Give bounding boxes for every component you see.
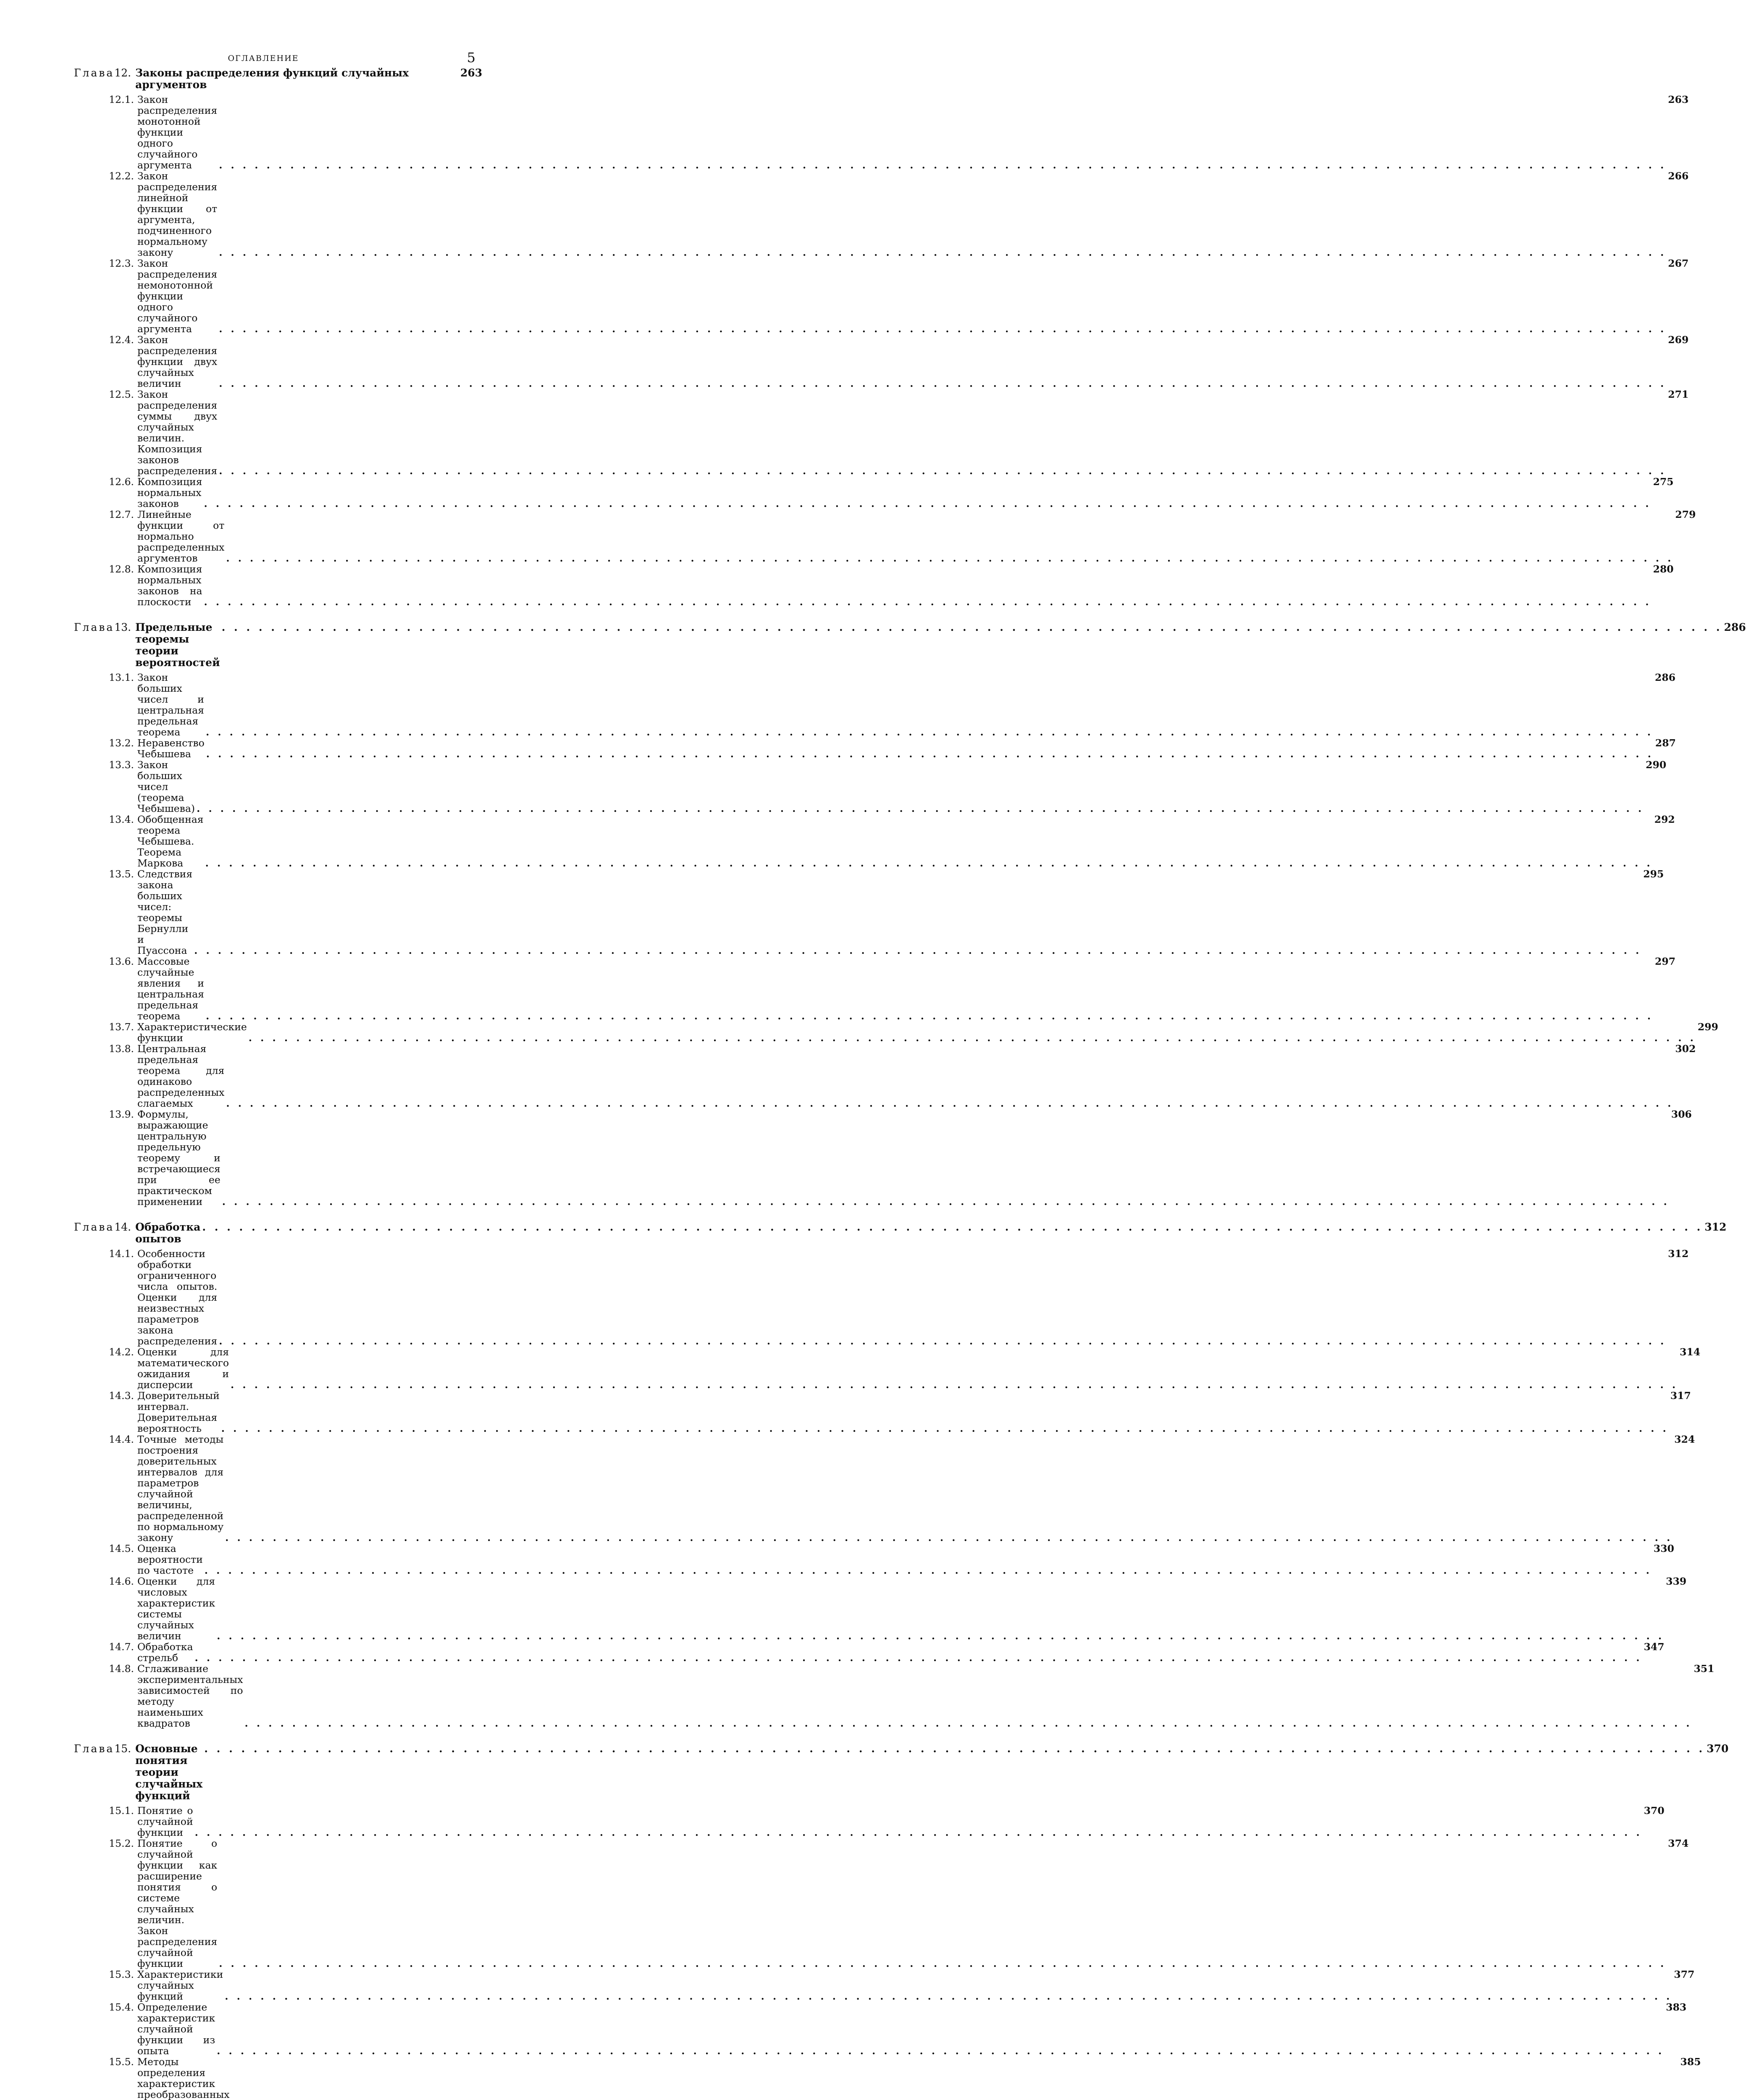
section-body <box>137 476 1653 509</box>
section-list <box>74 1248 1714 1729</box>
section-number: 12.2. <box>109 170 134 182</box>
section-number: 12.3. <box>109 257 134 269</box>
section-body <box>137 1248 1668 1347</box>
section-number: 12.6. <box>109 476 134 488</box>
chapter-label: Глава <box>74 1221 115 1233</box>
section-page: 370 <box>1644 1805 1665 1816</box>
leader-dots <box>219 1958 1666 1969</box>
section-body <box>137 1805 1644 1838</box>
leader-dots <box>219 323 1666 334</box>
section-title: Закон распределения монотонной функции одного случайного аргумента <box>137 94 218 171</box>
section-body <box>137 258 1668 334</box>
toc-entry[interactable] <box>74 334 1689 389</box>
chapter-page: 370 <box>1707 1743 1729 1755</box>
section-number: 13.7. <box>109 1021 134 1033</box>
section-number: 14.6. <box>109 1575 134 1587</box>
section-number: 14.7. <box>109 1641 134 1653</box>
section-number: 15.2. <box>109 1838 134 1849</box>
chapter-page: 286 <box>1724 621 1746 633</box>
section-number: 15.1. <box>109 1805 134 1816</box>
section-number: 15.5. <box>109 2056 134 2068</box>
toc-entry[interactable] <box>74 1433 1695 1544</box>
section-title: Композиция нормальных законов на плоскости <box>137 563 202 608</box>
toc-entry[interactable] <box>74 737 1676 760</box>
section-body <box>137 1390 1670 1434</box>
leader-dots <box>231 1379 1678 1390</box>
section-title: Обработка стрельб <box>137 1641 193 1664</box>
section-title: Характеристики случайных функций <box>137 1969 223 2002</box>
toc-entry[interactable] <box>74 388 1689 477</box>
chapter-page: 263 <box>460 67 483 79</box>
chapter-number: 15. <box>114 1743 131 1755</box>
section-list <box>74 94 1696 608</box>
leader-dots <box>206 727 1653 738</box>
section-page: 295 <box>1643 868 1664 880</box>
section-number: 13.6. <box>109 956 134 967</box>
leader-dots <box>219 1336 1666 1347</box>
chapter-title: Основные понятия теории случайных функций <box>135 1743 203 1802</box>
section-list <box>74 672 1718 1208</box>
chapter-heading[interactable] <box>74 1743 1729 1802</box>
section-page: 347 <box>1644 1641 1665 1653</box>
toc-entry[interactable] <box>74 1021 1718 1044</box>
toc-entry[interactable] <box>74 94 1689 171</box>
section-page: 286 <box>1655 672 1676 683</box>
section-title: Следствия закона больших чисел: теоремы Бернулли и Пуассона <box>137 868 193 956</box>
section-body <box>137 509 1675 564</box>
chapter-label: Глава <box>74 67 115 79</box>
toc-entry[interactable] <box>74 476 1674 509</box>
section-page: 280 <box>1653 563 1674 575</box>
chapter-block <box>74 621 1746 1208</box>
toc-entry[interactable] <box>74 1248 1689 1347</box>
section-body <box>137 1576 1666 1641</box>
section-body <box>137 94 1668 171</box>
section-title: Неравенство Чебышева <box>137 737 205 760</box>
toc-entry[interactable] <box>74 1838 1689 1969</box>
section-body <box>137 1838 1668 1969</box>
chapter-heading[interactable] <box>74 67 483 91</box>
section-page: 297 <box>1655 956 1676 967</box>
chapter-number: 14. <box>114 1221 131 1233</box>
leader-dots <box>225 1991 1672 2002</box>
section-page: 279 <box>1675 509 1696 520</box>
toc-entry[interactable] <box>74 814 1675 869</box>
leader-dots <box>202 1221 1703 1233</box>
section-body <box>137 1347 1680 1390</box>
section-number: 14.4. <box>109 1433 134 1445</box>
toc-entry[interactable] <box>74 759 1667 814</box>
toc-entry[interactable] <box>74 1108 1692 1208</box>
section-page: 263 <box>1668 94 1689 105</box>
section-title: Композиция нормальных законов <box>137 476 202 509</box>
section-body <box>137 672 1655 738</box>
section-title: Особенности обработки ограниченного числа опытов. Оценки для неизвестных параметров закона распределения <box>137 1248 218 1347</box>
toc-entry[interactable] <box>74 1575 1687 1642</box>
section-page: 314 <box>1680 1346 1701 1358</box>
leader-dots <box>225 1532 1672 1543</box>
section-page: 330 <box>1653 1543 1674 1554</box>
section-number: 12.7. <box>109 509 134 520</box>
leader-dots <box>221 1423 1669 1434</box>
leader-dots <box>194 945 1641 956</box>
section-body <box>137 171 1668 258</box>
section-body <box>137 2002 1666 2056</box>
section-body <box>137 564 1653 607</box>
leader-dots <box>206 1011 1653 1021</box>
section-body <box>137 1021 1698 1043</box>
table-of-contents <box>74 67 1746 2100</box>
section-body <box>137 738 1655 759</box>
leader-dots <box>217 2045 1664 2056</box>
toc-entry[interactable] <box>74 2056 1701 2100</box>
section-body <box>137 334 1668 389</box>
section-body <box>137 869 1643 956</box>
chapter-block <box>74 1221 1727 1729</box>
leader-dots <box>197 803 1644 814</box>
section-page: 377 <box>1674 1969 1695 1980</box>
leader-dots <box>219 247 1666 258</box>
section-number: 14.3. <box>109 1390 134 1402</box>
section-page: 383 <box>1666 2001 1687 2013</box>
section-page: 287 <box>1655 737 1676 749</box>
chapter-block <box>74 1743 1729 2100</box>
section-number: 14.8. <box>109 1663 134 1675</box>
section-title: Характеристические функции <box>137 1021 247 1044</box>
section-title: Точные методы построения доверительных интервалов для параметров случайной величины, распределенной по нормальному закону <box>137 1433 224 1544</box>
section-number: 12.1. <box>109 94 134 105</box>
chapter-title: Законы распределения функций случайных аргументов <box>135 67 409 91</box>
section-page: 374 <box>1668 1838 1689 1849</box>
chapter-label: Глава <box>74 621 115 633</box>
section-number: 13.1. <box>109 672 134 683</box>
leader-dots <box>226 553 1673 564</box>
section-body <box>137 759 1646 814</box>
section-number: 13.5. <box>109 868 134 880</box>
section-title: Методы определения характеристик преобразованных <box>137 2056 230 2100</box>
section-title: Сглаживание экспериментальных зависимостей по методу наименьших квадратов <box>137 1663 243 1729</box>
section-number: 12.4. <box>109 334 134 346</box>
chapter-title: Предельные теоремы теории вероятностей <box>135 621 220 669</box>
section-number: 13.2. <box>109 737 134 749</box>
section-body <box>137 956 1655 1021</box>
section-number: 14.1. <box>109 1248 134 1260</box>
toc-entry[interactable] <box>74 1663 1714 1729</box>
leader-dots <box>222 622 1722 633</box>
section-body <box>137 1543 1654 1576</box>
leader-dots <box>217 1630 1664 1641</box>
section-page: 351 <box>1693 1663 1714 1675</box>
leader-dots <box>194 1652 1642 1663</box>
chapter-label: Глава <box>74 1743 115 1755</box>
section-body <box>137 814 1654 869</box>
toc-entry[interactable] <box>74 170 1689 258</box>
section-page: 267 <box>1668 257 1689 269</box>
leader-dots <box>195 1827 1642 1838</box>
section-body <box>137 1663 1694 1729</box>
toc-entry[interactable] <box>74 257 1689 335</box>
chapter-page: 312 <box>1704 1221 1727 1233</box>
chapter-block <box>74 67 1696 608</box>
section-title: Закон распределения линейной функции от аргумента, подчиненного нормальному закону <box>137 170 218 258</box>
section-page: 317 <box>1670 1390 1691 1402</box>
section-page: 324 <box>1674 1433 1695 1445</box>
section-title: Определение характеристик случайной функции из опыта <box>137 2001 215 2057</box>
toc-entry[interactable] <box>74 1641 1665 1664</box>
section-page: 299 <box>1697 1021 1718 1033</box>
section-number: 13.8. <box>109 1043 134 1055</box>
toc-entry[interactable] <box>74 1969 1695 2002</box>
section-body <box>137 2056 1680 2100</box>
toc-entry[interactable] <box>74 1390 1691 1434</box>
section-number: 14.5. <box>109 1543 134 1554</box>
leader-dots <box>204 498 1651 509</box>
section-page: 275 <box>1653 476 1674 488</box>
chapter-heading[interactable] <box>74 621 1746 669</box>
chapter-heading[interactable] <box>74 1221 1727 1245</box>
section-number: 15.3. <box>109 1969 134 1980</box>
section-title: Понятие о случайной функции <box>137 1805 193 1838</box>
section-body <box>137 1434 1674 1543</box>
leader-dots <box>219 465 1666 476</box>
section-number: 13.4. <box>109 814 134 825</box>
section-title: Центральная предельная теорема для одинаково распределенных слагаемых <box>137 1043 225 1109</box>
section-title: Формулы, выражающие центральную предельную теорему и встречающиеся при ее практическом применении <box>137 1108 221 1208</box>
toc-entry[interactable] <box>74 1043 1696 1109</box>
page-header <box>74 0 478 67</box>
section-number: 12.5. <box>109 388 134 400</box>
section-page: 302 <box>1675 1043 1696 1055</box>
toc-entry[interactable] <box>74 1543 1674 1576</box>
section-number: 12.8. <box>109 563 134 575</box>
chapter-title: Обработка опытов <box>135 1221 201 1245</box>
section-page: 290 <box>1646 759 1667 771</box>
section-title: Оценки для математического ожидания и дисперсии <box>137 1346 229 1391</box>
section-body <box>137 1109 1671 1207</box>
section-body <box>137 1641 1644 1663</box>
leader-dots <box>204 596 1651 607</box>
section-title: Понятие о случайной функции как расширение понятия о системе случайных величин. Закон распределения случайной функции <box>137 1838 218 1969</box>
leader-dots <box>204 1743 1705 1755</box>
toc-page <box>74 0 1746 2100</box>
section-title: Закон распределения суммы двух случайных величин. Композиция законов распределения <box>137 388 218 477</box>
toc-entry[interactable] <box>74 956 1676 1022</box>
toc-entry[interactable] <box>74 672 1676 738</box>
section-page: 306 <box>1671 1108 1692 1120</box>
section-title: Закон больших чисел (теорема Чебышева) <box>137 759 195 814</box>
section-number: 14.2. <box>109 1346 134 1358</box>
section-title: Оценка вероятности по частоте <box>137 1543 203 1576</box>
section-title: Закон распределения немонотонной функции одного случайного аргумента <box>137 257 218 335</box>
section-title: Закон распределения функции двух случайных величин <box>137 334 218 389</box>
leader-dots <box>222 1196 1670 1207</box>
chapter-number: 13. <box>114 621 131 633</box>
section-body <box>137 389 1668 476</box>
section-number: 13.9. <box>109 1108 134 1120</box>
leader-dots <box>249 1032 1696 1043</box>
section-title: Закон больших чисел и центральная предельная теорема <box>137 672 204 738</box>
leader-dots <box>219 160 1666 171</box>
section-body <box>137 1043 1675 1109</box>
section-page: 269 <box>1668 334 1689 346</box>
section-body <box>137 1969 1674 2002</box>
section-page: 385 <box>1680 2056 1701 2068</box>
section-title: Обобщенная теорема Чебышева. Теорема Маркова <box>137 814 204 869</box>
leader-dots <box>226 1098 1673 1109</box>
toc-entry[interactable] <box>74 2001 1687 2057</box>
toc-entry[interactable] <box>74 1805 1665 1838</box>
section-title: Доверительный интервал. Доверительная вероятность <box>137 1390 220 1434</box>
section-page: 271 <box>1668 388 1689 400</box>
section-title: Линейные функции от нормально распределенных аргументов <box>137 509 225 564</box>
toc-entry[interactable] <box>74 509 1696 564</box>
chapter-number: 12. <box>114 67 131 79</box>
section-page: 312 <box>1668 1248 1689 1260</box>
toc-entry[interactable] <box>74 868 1664 956</box>
section-title: Массовые случайные явления и центральная предельная теорема <box>137 956 204 1022</box>
leader-dots <box>219 378 1666 389</box>
section-number: 13.3. <box>109 759 134 771</box>
leader-dots <box>206 748 1654 759</box>
leader-dots <box>205 858 1653 869</box>
section-list <box>74 1805 1701 2100</box>
section-title: Оценки для числовых характеристик системы случайных величин <box>137 1575 215 1642</box>
section-number: 15.4. <box>109 2001 134 2013</box>
toc-entry[interactable] <box>74 1346 1701 1391</box>
section-page: 339 <box>1666 1575 1687 1587</box>
leader-dots <box>205 1565 1652 1576</box>
toc-entry[interactable] <box>74 563 1674 608</box>
running-title: ОГЛАВЛЕНИЕ <box>228 54 299 63</box>
page-number: 5 <box>467 50 475 66</box>
section-page: 266 <box>1668 170 1689 182</box>
leader-dots <box>244 1718 1692 1729</box>
section-page: 292 <box>1654 814 1675 825</box>
